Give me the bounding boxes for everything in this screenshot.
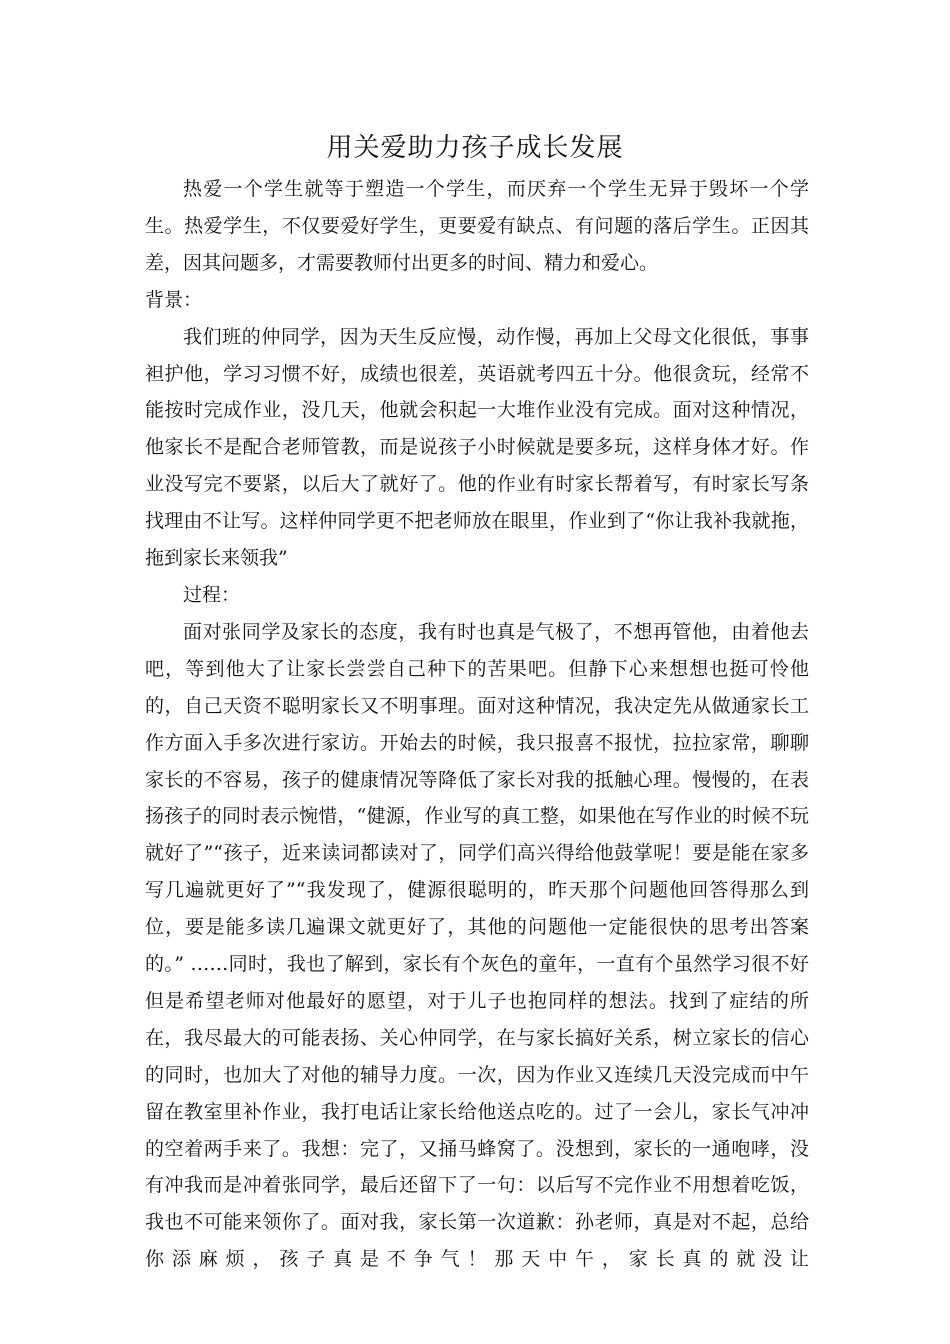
background-paragraph: 我们班的仲同学，因为天生反应慢，动作慢，再加上父母文化很低，事事袒护他，学习习惯不好，成绩也很差，英语就考四五十分。他很贪玩，经常不能按时完成作业，没几天，他就会积起一大堆作业没有完成。面对这种情况，他家长不是配合老师管教，而是说孩子小时候就是要多玩，这样身体才好。作业没写完不要紧，以后大了就好了。他的作业有时家长帮着写，有时家长写条找理由不让写。这样仲同学更不把老师放在眼里，作业到了“你让我补我就拖，拖到家长来领我”: [145, 325, 809, 570]
document-body: [145, 171, 809, 1278]
intro-paragraph: 热爱一个学生就等于塑造一个学生，而厌弃一个学生无异于毁坏一个学生。热爱学生，不仅要爱好学生，更要爱有缺点、有问题的落后学生。正因其差，因其问题多，才需要教师付出更多的时间、精力和爱心。: [145, 178, 809, 274]
process-paragraph: 面对张同学及家长的态度，我有时也真是气极了，不想再管他，由着他去吧，等到他大了让家长尝尝自己种下的苦果吧。但静下心来想想也挺可怜他的，自己天资不聪明家长又不明事理。面对这种情况，我决定先从做通家长工作方面入手多次进行家访。开始去的时候，我只报喜不报忧，拉拉家常，聊聊家长的不容易，孩子的健康情况等降低了家长对我的抵触心理。慢慢的，在表扬孩子的同时表示惋惜，“健源，作业写的真工整，如果他在写作业的时候不玩就好了”“孩子，近来读词都读对了，同学们高兴得给他鼓掌呢！要是能在家多写几遍就更好了”“我发现了，健源很聪明的，昨天那个问题他回答得那么到位，要是能多读几遍课文就更好了，其他的问题他一定能很快的思考出答案的。” ……同时，我也了解到，家长有个灰色的童年，一直有个虽然学习很不好但是希望老师对他最好的愿望，对于儿子也抱同样的想法。找到了症结的所在，我尽最大的可能表扬、关心仲同学，在与家长搞好关系，树立家长的信心的同时，也加大了对他的辅导力度。一次，因为作业又连续几天没完成而中午留在教室里补作业，我打电话让家长给他送点吃的。过了一会儿，家长气冲冲的空着两手来了。我想：完了，又捅马蜂窝了。没想到，家长的一通咆哮，没有冲我而是冲着张同学，最后还留下了一句：以后写不完作业不用想着吃饭，我也不可能来领你了。面对我，家长第一次道歉：孙老师，真是对不起，总给你添麻烦，孩子真是不争气！那天中午，家长真的就没让: [145, 620, 809, 1271]
process-label: 过程：: [183, 583, 241, 606]
background-label: 背景：: [145, 288, 203, 311]
document-title: 用关爱助力孩子成长发展: [326, 133, 624, 163]
